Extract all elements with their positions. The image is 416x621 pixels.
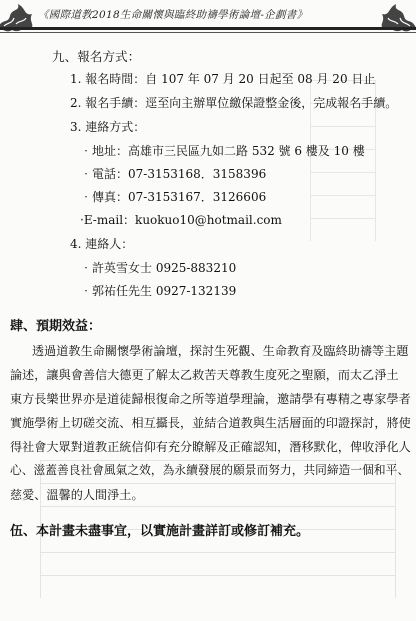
contact-person-heading: 4. 連絡人： — [70, 237, 134, 251]
paragraph-line: 東方長樂世界亦是道徒歸根復命之所等道學理論，邀請學有專精之專家學者 — [10, 392, 411, 406]
header-rule-thin — [0, 32, 416, 33]
registration-procedure: 2. 報名手續：逕至向主辦單位繳保證整金後，完成報名手續。 — [70, 96, 398, 110]
section-5-heading: 伍、本計畫未盡事宜，以實施計畫詳訂或修訂補充。 — [10, 524, 310, 539]
section-4-heading: 肆、預期效益： — [10, 319, 102, 334]
contact-address: ‧地址：高雄市三民區九如二路 532 號 6 樓及 10 樓 — [80, 144, 365, 158]
paragraph-line: 論述，讓與會善信大德更了解太乙救苦天尊教生度死之聖願，而太乙淨土 — [10, 368, 399, 382]
header-rule — [0, 27, 416, 30]
section-9-heading: 九、報名方式： — [52, 49, 141, 64]
page-header — [0, 0, 416, 40]
paragraph-line: 慈愛、溫馨的人間淨土。 — [10, 488, 144, 502]
contact-method-heading: 3. 連絡方式： — [70, 120, 146, 134]
paragraph-line: 透過道教生命關懷學術論壇，探討生死觀、生命教育及臨終助禱等主題 — [32, 344, 409, 358]
paragraph-line: 實施學術上切磋交流、相互攝長，並結合道教與生活層面的印證探討，將使 — [10, 416, 411, 430]
contact-fax: ‧傳真：07-3153167．3126606 — [80, 190, 267, 204]
header-title: 《國際道教2018生命關懷與臨終助禱學術論壇-企劃書》 — [38, 9, 308, 21]
registration-time: 1. 報名時間：自 107 年 07 月 20 日起至 08 月 20 日止 — [70, 72, 376, 86]
contact-phone: ‧電話：07-3153168．3158396 — [80, 167, 267, 181]
contact-person: ‧郭祐任先生 0927-132139 — [80, 284, 237, 298]
paragraph-line: 心、滋蓋善良社會風氣之效，為永續發展的願景而努力，共同締造一個和平、 — [10, 463, 410, 477]
paragraph-line: 得社會大眾對道教正統信仰有充分瞭解及正確認知，潛移默化，俾收淨化人 — [10, 440, 411, 454]
contact-email: ‧E-mail：kuokuo10@hotmail.com — [80, 213, 282, 227]
contact-person: ‧許英雪女士 0925-883210 — [80, 261, 237, 275]
